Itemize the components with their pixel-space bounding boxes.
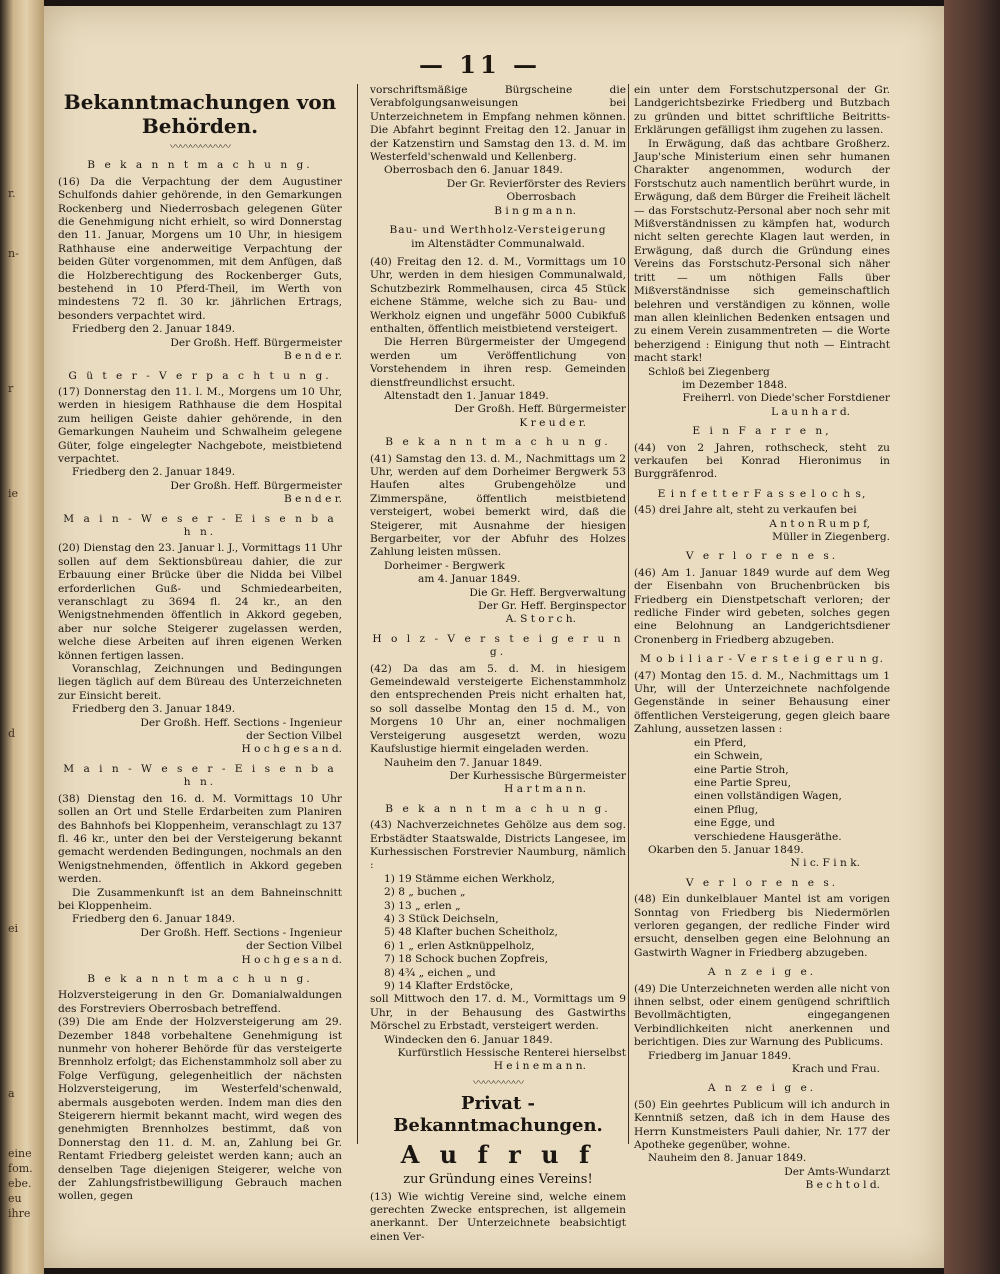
aufruf-title: A u f r u f: [400, 1140, 596, 1170]
list-item: einen Pflug,: [694, 803, 759, 816]
notice-signature: Die Gr. Heff. Bergverwaltung: [469, 586, 626, 599]
notice-signature-name: B e c h t o l d.: [805, 1179, 880, 1192]
notice-signature: Der Großh. Heff. Sections - Ingenieur: [140, 926, 342, 939]
notice-heading: B e k a n n t m a c h u n g.: [385, 436, 611, 449]
notice-body: (38) Dienstag den 16. d. M. Vormittags 10 Uhr sollen an Ort und Stelle Erdarbeiten zum Planiren des Bahnhofs bei Kloppenheim, veranschlagt zu 137 fl. 46 kr., unter den bei der Versteigerung bekannt gemacht werdenden Bedingungen, nochmals an den Wenigstnehmenden, öffentlich in Akkord gegeben werden.: [58, 792, 342, 886]
notice-body: (20) Dienstag den 23. Januar l. J., Vormittags 11 Uhr sollen auf dem Sektionsbüreau dahier, die zur Erbauung einer Brücke über die Nidda bei Vilbel erforderlichen Guß- und Schmiedearbeiten, veranschlagt zu 3694 fl. 24 kr., an den Wenigstnehmenden öffentlich in Akkord gegeben, aber nur solche Steigerer zugelassen werden, welche diese Arbeiten auf ihren eigenen Werken können fertigen lassen.: [58, 542, 342, 662]
notice-signature-name: K r e u d e r.: [519, 416, 586, 429]
list-item: 3) 13 „ erlen „: [384, 899, 461, 912]
notice-place-date: Friedberg den 3. Januar 1849.: [72, 703, 236, 716]
notice-heading: H o l z - V e r s t e i g e r u n g.: [372, 632, 624, 659]
notice-signature-name: Krach und Frau.: [791, 1063, 880, 1076]
list-item: 6) 1 „ erlen Astknüppelholz,: [384, 939, 535, 952]
ornament: 〰〰〰〰〰: [473, 1075, 523, 1089]
notice-signature: Oberrosbach: [506, 191, 576, 204]
column-divider-1: [357, 84, 358, 1144]
notice-place-date: Okarben den 5. Januar 1849.: [648, 843, 804, 856]
notice-heading: B e k a n n t m a c h u n g.: [87, 972, 313, 985]
column-3: [634, 84, 890, 1193]
notice-signature-name: B e n d e r.: [283, 350, 342, 363]
notice-signature: der Section Vilbel: [246, 940, 342, 953]
notice-signature-name: B i n g m a n n.: [494, 204, 576, 217]
notice-place-date: Nauheim den 8. Januar 1849.: [648, 1152, 807, 1165]
notice-signature-name: H a r t m a n n.: [504, 783, 586, 796]
notice-heading: A n z e i g e.: [707, 1082, 817, 1095]
section-title-private: Privat - Bekanntmachungen.: [393, 1093, 603, 1137]
notice-body: (48) Ein dunkelblauer Mantel ist am vorigen Sonntag von Friedberg bis Niedermörlen verloren gegangen, der redliche Finder wird ersucht, denselben gegen eine Belohnung an Gastwirth Wagner in Friedberg abzugeben.: [634, 893, 890, 959]
notice-heading: M a i n - W e s e r - E i s e n b a h n.: [63, 762, 337, 789]
notice-place-date: Windecken den 6. Januar 1849.: [384, 1033, 553, 1046]
list-item: eine Partie Spreu,: [694, 776, 791, 789]
notice-body: (50) Ein geehrtes Publicum will ich andurch in Kenntniß setzen, daß ich in dem Hause des Herrn Kunstmeisters Pauli dahier, Nr. 177 der Apotheke gegenüber, wohne.: [634, 1098, 890, 1152]
notice-signature-name: A n t o n R u m p f,: [769, 517, 870, 530]
wood-list: [370, 873, 626, 994]
notice-heading: E i n f e t t e r F a s s e l o c h s,: [657, 487, 867, 500]
page-number: — 11 —: [418, 50, 542, 79]
notice-subheading: Holzversteigerung in den Gr. Domanialwaldungen des Forstreviers Oberrosbach betreffend.: [58, 989, 342, 1015]
notice-heading: A n z e i g e.: [707, 966, 817, 979]
notice-subheading: im Altenstädter Communalwald.: [411, 238, 585, 251]
notice-heading: B e k a n n t m a c h u n g.: [385, 802, 611, 815]
notice-body: (39) Die am Ende der Holzversteigerung am 29. Dezember 1848 vorbehaltene Genehmigung ist nunmehr von hoherer Behörde für das versteigerte Brennholz erfolgt; das Eichenstammholz soll aber zu Folge Verfügung, gelegenheitlich der nächsten Holzversteigerung, im Westerfeld'schenwald, abermals ausgeboten werden. Indem man dies den Steigerern hiermit bekannt macht, wird wegen des genehmigten Brennholzes bestimmt, daß von Donnerstag den 11. d. M. an, Zahlung bei Gr. Rentamt Friedberg geleistet werden kann; auch an denselben Tage diejenigen Steigerer, welche von der Zahlungsfristbewilligung Gebrauch machen wollen, gegen: [58, 1016, 342, 1203]
notice-signature: Der Großh. Heff. Bürgermeister: [170, 336, 342, 349]
notice-body: In Erwägung, daß das achtbare Großherz. Jaup'sche Ministerium einen sehr humanen Charakter angenommen, wodurch der Forstschutz auch namentlich berührt wurde, in Erwägung, daß dem Bürger die Freiheit lächelt — das Forstschutz-Personal aber noch sehr mit Mißverständnissen zu kämpfen hat, wodurch nicht selten gerechte Klagen laut werden, in Erwägung, daß durch die Gründung eines Vereins das Forstschutz-Personal sich näher tritt — um nöthigen Falls über Mißverständnisse sich gemeinschaftlich belehren und verständigen zu können, wolle man allen kleinlichen Bedenken entsagen und zu einem Verein zusammentreten — die Worte beherzigend : Einigung thut noth — Eintracht macht stark!: [634, 137, 890, 365]
notice-place-date: Nauheim den 7. Januar 1849.: [384, 756, 543, 769]
notice-signature-name: A. S t o r c h.: [505, 613, 576, 626]
notice-heading: V e r l o r e n e s.: [685, 550, 839, 563]
notice-place-date: am 4. Januar 1849.: [418, 573, 521, 586]
aufruf-subtitle: zur Gründung eines Vereins!: [403, 1172, 593, 1188]
notice-body: (40) Freitag den 12. d. M., Vormittags um 10 Uhr, werden in dem hiesigen Communalwald, Schutzbezirk Rommelhausen, circa 45 Stück eichene Stämme, welche sich zu Bau- und Werkholz eignen und ungefähr 5000 Cubikfuß enthalten, öffentlich meistbietend versteigert.: [370, 255, 626, 335]
auction-items-list: [634, 737, 890, 844]
list-item: 7) 18 Schock buchen Zopfreis,: [384, 953, 548, 966]
notice-place-date: Oberrosbach den 6. Januar 1849.: [384, 164, 563, 177]
notice-body: (46) Am 1. Januar 1849 wurde auf dem Weg der Eisenbahn von Bruchenbrücken bis Friedberg ein Dienstpetschaft verloren; der redliche Finder wird gebeten, solches gegen eine Belohnung an Landgerichtsdiener Cronenberg in Friedberg abzugeben.: [634, 566, 890, 646]
notice-signature: der Section Vilbel: [246, 730, 342, 743]
notice-place-date: Friedberg den 2. Januar 1849.: [72, 466, 236, 479]
notice-heading: Bau- und Werthholz-Versteigerung: [389, 224, 607, 237]
notice-signature: Der Gr. Revierförster des Reviers: [446, 177, 626, 190]
notice-signature: Müller in Ziegenberg.: [772, 531, 890, 543]
list-item: 4) 3 Stück Deichseln,: [384, 912, 499, 925]
notice-signature-name: N i c. F i n k.: [790, 857, 860, 870]
notice-place-date: im Dezember 1848.: [682, 378, 788, 391]
notice-body: ein unter dem Forstschutzpersonal der Gr. Landgerichtsbezirke Friedberg und Butzbach zu gründen und bittet schriftliche Beitritts-Erklärungen gefälligst ihm zugehen zu lassen.: [634, 84, 890, 137]
notice-signature-name: L a u n h a r d.: [771, 405, 850, 418]
notice-signature: Der Gr. Heff. Berginspector: [478, 600, 626, 613]
notice-body: (13) Wie wichtig Vereine sind, welche einem gerechten Zwecke entsprechen, ist allgemein anerkannt. Der Unterzeichnete beabsichtigt einen Ver-: [370, 1190, 626, 1243]
notice-signature: Der Großh. Heff. Bürgermeister: [170, 479, 342, 492]
list-item: eine Egge, und: [694, 817, 775, 830]
notice-signature-name: B e n d e r.: [283, 493, 342, 506]
notice-place-date: Friedberg im Januar 1849.: [648, 1049, 792, 1062]
notice-body: Voranschlag, Zeichnungen und Bedingungen liegen täglich auf dem Büreau des Unterzeichneten zur Einsicht bereit.: [58, 663, 342, 702]
notice-place-date: Dorheimer - Bergwerk: [384, 559, 505, 572]
notice-body: (47) Montag den 15. d. M., Nachmittags um 1 Uhr, will der Unterzeichnete nachfolgende Gegenstände in seiner Behausung einer öffentlichen Versteigerung, gegen gleich baare Zahlung, aussetzen lassen :: [634, 669, 890, 736]
spine-text-fragments: r. n- r ie d ei a eine fom. ebe. eu ihre: [8, 187, 33, 1220]
list-item: 5) 48 Klafter buchen Scheitholz,: [384, 926, 558, 939]
list-item: ein Pferd,: [694, 736, 747, 749]
notice-heading: E i n F a r r e n,: [692, 425, 832, 438]
notice-body: Die Herren Bürgermeister der Umgegend werden um Veröffentlichung von Vorstehendem in ihren resp. Gemeinden dienstfreundlichst ersucht.: [370, 336, 626, 389]
notice-heading: M o b i l i a r - V e r s t e i g e r u n g.: [639, 653, 885, 666]
notice-place-date: Friedberg den 2. Januar 1849.: [72, 323, 236, 336]
notice-place-date: Friedberg den 6. Januar 1849.: [72, 913, 236, 926]
notice-body: (44) von 2 Jahren, rothscheck, steht zu verkaufen bei Konrad Hieronimus in Burggräfenrod.: [634, 441, 890, 481]
notice-signature: Der Großh. Heff. Bürgermeister: [454, 403, 626, 416]
notice-heading: B e k a n n t m a c h u n g.: [87, 159, 313, 172]
section-title-authorities: Bekanntmachungen von Behörden.: [63, 90, 337, 138]
notice-signature: Der Großh. Heff. Sections - Ingenieur: [140, 716, 342, 729]
notice-body: soll Mittwoch den 17. d. M., Vormittags um 9 Uhr, in der Behausung des Gastwirths Mörschel zu Erbstadt, versteigert werden.: [370, 993, 626, 1033]
notice-body: vorschriftsmäßige Bürgscheine die Verabfolgungsanweisungen bei Unterzeichnetem in Empfang nehmen können. Die Abfahrt beginnt Freitag den 12. Januar in der Katzenstirn und Samstag den 13. d. M. im Westerfeld'schenwald und Kellenberg.: [370, 84, 626, 164]
notice-signature: Freiherrl. von Diede'scher Forstdiener: [682, 392, 890, 405]
column-2: [370, 84, 626, 1244]
notice-body: (43) Nachverzeichnetes Gehölze aus dem sog. Erbstädter Staatswalde, Districts Langesee, im Kurhessischen Forstrevier Naumburg, nämlich :: [370, 819, 626, 872]
column-1: [58, 84, 342, 1204]
list-item: ein Schwein,: [694, 750, 763, 763]
notice-body: (17) Donnerstag den 11. l. M., Morgens um 10 Uhr, werden in hiesigem Rathhause die dem Hospital zum heiligen Geiste dahier gehörende, in den Gemarkungen Nauheim und Schwalheim gelegene Güter, folge eingelegter Nachgebote, meistbietend verpachtet.: [58, 385, 342, 465]
notice-signature-name: H o c h g e s a n d.: [241, 743, 342, 756]
list-item: einen vollständigen Wagen,: [694, 790, 842, 803]
list-item: 8) 4¾ „ eichen „ und: [384, 966, 496, 979]
notice-place-date: Schloß bei Ziegenberg: [648, 365, 770, 378]
notice-signature-name: H o c h g e s a n d.: [241, 953, 342, 966]
notice-heading: G ü t e r - V e r p a c h t u n g.: [68, 369, 332, 382]
list-item: verschiedene Hausgeräthe.: [694, 830, 842, 843]
notice-signature: Der Kurhessische Bürgermeister: [449, 769, 626, 782]
notice-signature: Kurfürstlich Hessische Renterei hierselbst: [397, 1047, 626, 1060]
notice-body: Die Zusammenkunft ist an dem Bahneinschnitt bei Kloppenheim.: [58, 886, 342, 912]
notice-heading: M a i n - W e s e r - E i s e n b a h n.: [63, 512, 337, 538]
notice-body: (42) Da das am 5. d. M. in hiesigem Gemeindewald versteigerte Eichenstammholz den entsprechenden Preis nicht erhalten hat, so soll dasselbe Montag den 15 d. M., von Morgens 10 Uhr an, einer nochmaligen Versteigerung ausgesetzt werden, wozu Kaufslustige hiermit eingeladen werden.: [370, 662, 626, 756]
notice-body: (45) drei Jahre alt, steht zu verkaufen bei: [634, 504, 857, 517]
notice-body: (49) Die Unterzeichneten werden alle nicht von ihnen selbst, oder einem genügend schriftlich Bevollmächtigten, eingegangenen Verbindlichkeiten nicht anerkennen und berichtigen. Dies zur Warnung des Publicums.: [634, 982, 890, 1049]
list-item: 2) 8 „ buchen „: [384, 886, 466, 899]
book-spine: [0, 0, 44, 1274]
ornament: 〰〰〰〰〰〰: [170, 140, 230, 153]
book-edge: [944, 0, 1000, 1274]
list-item: eine Partie Stroh,: [694, 763, 789, 776]
notice-signature: Der Amts-Wundarzt: [784, 1165, 890, 1178]
notice-place-date: Altenstadt den 1. Januar 1849.: [384, 389, 549, 402]
notice-heading: V e r l o r e n e s.: [685, 876, 839, 889]
list-item: 1) 19 Stämme eichen Werkholz,: [384, 872, 555, 885]
list-item: 9) 14 Klafter Erdstöcke,: [384, 980, 514, 992]
notice-body: (41) Samstag den 13. d. M., Nachmittags um 2 Uhr, werden auf dem Dorheimer Bergwerk 53 Haufen altes Grubengehölze und Zimmerspäne, öffentlich meistbietend versteigert, wobei bemerkt wird, daß die Steigerer, mit Ausnahme der hiesigen Bergarbeiter, vor der Abfuhr des Holzes Zahlung leisten müssen.: [370, 452, 626, 559]
notice-body: (16) Da die Verpachtung der dem Augustiner Schulfonds dahier gehörende, in den Gemarkungen Rockenberg und Niederrosbach gelegenen Güter die Genehmigung nicht erhielt, so wird Donnerstag den 11. Januar, Morgens um 10 Uhr, in hiesigem Rathhause eine anderweitige Verpachtung der beiden Güter vorgenommen, mit dem Anfügen, daß die Holzberechtigung des Rockenberger Guts, bestehend in 10 Pferd-Theil, im Werth von mindestens 72 fl. 30 kr. jährlichen Ertrags, besonders verpachtet wird.: [58, 175, 342, 322]
column-divider-2: [628, 84, 629, 1144]
notice-signature-name: H e i n e m a n n.: [493, 1060, 586, 1073]
